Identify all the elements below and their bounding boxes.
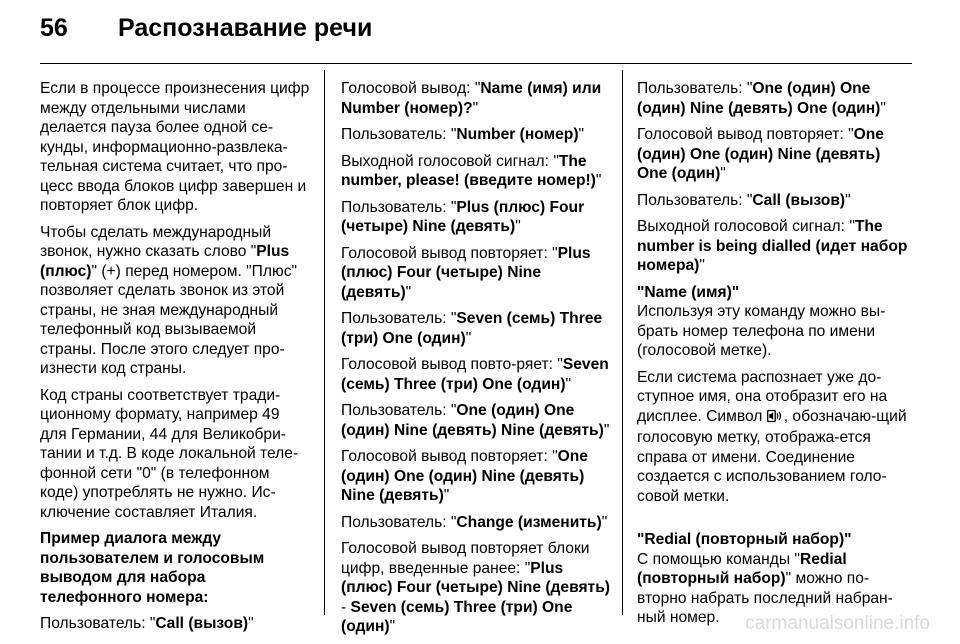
dialog-line: Пользователь: "Call (вызов)" xyxy=(40,615,254,632)
paragraph-voice-tag: Если система распознает уже до-ступное имя, она отобразит его на дисплее. Символ , обозначаю-щий голосовую метку, отобража-ется справа от имени. Соединение создается с использованием голо-совой метки. xyxy=(637,368,907,505)
column-divider-1 xyxy=(324,70,325,615)
dialog-line: Пользователь: "Change (изменить)" xyxy=(341,513,608,531)
dialog-example-heading: Пример диалога между пользователем и голосовым выводом для набора телефонного номера: xyxy=(40,530,265,606)
dialog-line: Пользователь: "Number (номер)" xyxy=(341,126,585,143)
section-heading-redial: "Redial (повторный набор)" xyxy=(637,531,852,548)
dialog-line: Голосовой вывод повторяет: "One (один) One (один) Nine (девять) One (один)" xyxy=(637,126,884,182)
column-2 xyxy=(341,79,611,644)
page-title: Распознавание речи xyxy=(118,14,373,42)
column-1 xyxy=(40,79,310,641)
dialog-line: Голосовой вывод повторяет: "One (один) One (один) Nine (девять) Nine (девять)" xyxy=(341,448,588,504)
watermark: carmanualsonline.info xyxy=(745,613,930,634)
dialog-line: Пользователь: "One (один) One (один) Nine (девять) Nine (девять)" xyxy=(341,402,610,439)
dialog-line: Пользователь: "Seven (семь) Three (три) One (один)" xyxy=(341,310,603,347)
paragraph-pause: Если в процессе произнесения цифр между отдельными числами делается пауза более одной се-кунды, информационно-развлека-тельная система считает, что про-цесс ввода блоков цифр завершен и повторяет блок цифр. xyxy=(40,80,310,214)
dialog-line: Пользователь: "One (один) One (один) Nine (девять) One (один)" xyxy=(637,80,886,117)
section-heading-name: "Name (имя)" xyxy=(637,283,740,301)
dialog-line: Голосовой вывод повторяет блоки цифр, введенные ранее: "Plus (плюс) Four (четыре) Nine (девять) - Seven (семь) Three (три) One (один)" xyxy=(341,540,610,635)
header-rule xyxy=(40,63,912,64)
paragraph-redial: С помощью команды "Redial (повторный набор)" можно по-вторно набрать последний набран-ный номер. xyxy=(637,550,893,626)
dialog-line: Голосовой вывод повторяет: "Plus (плюс) Four (четыре) Nine (девять)" xyxy=(341,244,591,301)
dialog-line: Голосовой вывод повто-ряет: "Seven (семь) Three (три) One (один)" xyxy=(341,356,609,393)
voice-tag-icon xyxy=(767,409,784,429)
dialog-line: Голосовой вывод: "Name (имя) или Number (номер)?" xyxy=(341,80,602,117)
page-header xyxy=(40,14,372,54)
dialog-line: Пользователь: "Plus (плюс) Four (четыре) Nine (девять)" xyxy=(341,198,585,235)
page-number: 56 xyxy=(40,14,68,42)
paragraph-name-command: Используя эту команду можно вы-брать номер телефона по имени (голосовой метке). xyxy=(637,303,886,359)
dialog-line: Выходной голосовой сигнал: "The number, please! (введите номер!)" xyxy=(341,152,602,189)
paragraph-country-code: Код страны соответствует тради-ционному формату, например 49 для Германии, 44 для Великобри-тании и т.д. В коде локальной теле-фонной сети "0" (в телефонном коде) употреблять не нужно. Ис-ключение составляет Италия. xyxy=(40,386,299,521)
paragraph-plus: Чтобы сделать международный звонок, нужно сказать слово "Plus (плюс)" (+) перед номером. "Плюс" позволяет сделать звонок из этой страны, не зная международный телефонный код вызываемой страны. После этого следует про-изнести код страны. xyxy=(40,223,298,377)
dialog-line: Пользователь: "Call (вызов)" xyxy=(637,191,851,209)
dialog-line: Выходной голосовой сигнал: "The number is being dialled (идет набор номера)" xyxy=(637,218,908,274)
column-divider-2 xyxy=(622,70,623,615)
column-3 xyxy=(637,79,909,635)
